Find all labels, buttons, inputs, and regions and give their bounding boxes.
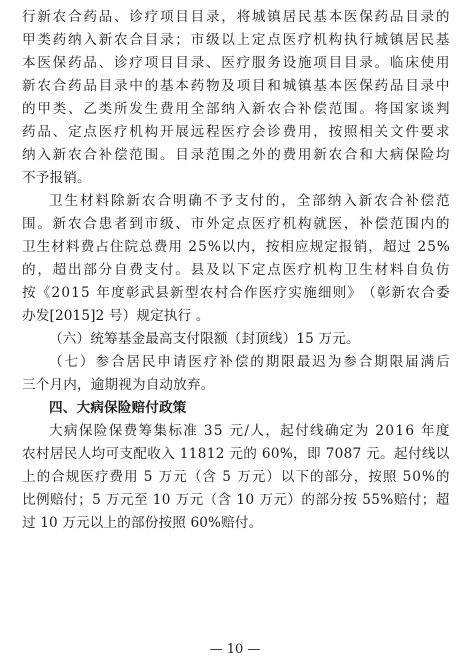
text-line: 大 病 保 险 保 费 筹 集 标 准 3 5 元 / 人 ， 起 付 线 确 定 为 2 0 1 6 年 度 <box>49 423 450 439</box>
text-line: 围 。 新 农 合 患 者 到 市 级 、 市 外 定 点 医 疗 机 构 就 医 ， 补 偿 范 围 内 的 <box>22 216 450 232</box>
text-line: 比 例 赔 付 ； 5 万 元 至 1 0 万 元 （ 含 1 0 万 元 ） 的 部 分 按 5 5 % 赔 付 ； 超 <box>22 492 450 508</box>
text-line: 卫 生 材 料 除 新 农 合 明 确 不 予 支 付 的 ， 全 部 纳 入 新 农 合 补 偿 范 <box>49 193 450 209</box>
text-line: 纳 入 新 农 合 补 偿 范 围 。 目 录 范 围 之 外 的 费 用 新 农 合 和 大 病 保 险 均 <box>22 147 450 163</box>
text-line: 行 新 农 合 药 品 、 诊 疗 项 目 目 录 ， 将 城 镇 居 民 基 本 医 保 药 品 目 录 的 <box>22 9 450 25</box>
text-line: （ 七 ） 参 合 居 民 申 请 医 疗 补 偿 的 期 限 最 迟 为 参 合 期 限 届 满 后 <box>49 354 450 370</box>
text-line: 的 甲 类 、 乙 类 所 发 生 费 用 全 部 纳 入 新 农 合 补 偿 范 围 。 将 国 家 谈 判 <box>22 101 450 117</box>
text-line: 不予报销。 <box>22 170 91 186</box>
text-line: 新 农 合 药 品 目 录 中 的 基 本 药 物 及 项 目 和 城 镇 基 本 医 保 药 品 目 录 中 <box>22 78 450 94</box>
text-line: 甲 类 药 纳 入 新 农 合 目 录 ； 市 级 以 上 定 点 医 疗 机 构 执 行 城 镇 居 民 基 <box>22 32 450 48</box>
text-line: （六）统筹基金最高支付限额（封顶线）15 万元。 <box>49 331 360 347</box>
text-line: 农 村 居 民 人 均 可 支 配 收 入 1 1 8 1 2 元 的 6 0 % ， 即 7 0 8 7 元 。 起 付 线 以 <box>22 446 450 462</box>
text-line: 卫 生 材 料 费 占 住 院 总 费 用 2 5 % 以 内 ， 按 相 应 规 定 报 销 ， 超 过 2 5 % <box>22 239 450 255</box>
section-heading: 四、大病保险赔付政策 <box>49 400 187 416</box>
text-line: 的 ， 超 出 部 分 自 费 支 付 。 县 及 以 下 定 点 医 疗 机 构 卫 生 材 料 自 负 仿 <box>22 262 450 278</box>
page-number: — 10 — <box>209 642 261 657</box>
text-line: 三个月内，逾期视为自动放弃。 <box>22 377 215 393</box>
text-line: 过 10 万元以上的部份按照 60%赔付。 <box>22 515 263 531</box>
text-line: 本 医 保 药 品 、 诊 疗 项 目 目 录 、 医 疗 服 务 设 施 项 目 目 录 。 临 床 使 用 <box>22 55 450 71</box>
text-line: 上 的 合 规 医 疗 费 用 5 万 元 （ 含 5 万 元 ） 以 下 的 部 分 ， 按 照 5 0 % 的 <box>22 469 450 485</box>
text-line: 办发[2015]2 号）规定执行 。 <box>22 308 210 324</box>
document-body <box>22 6 450 535</box>
text-line: 药 品 、 定 点 医 疗 机 构 开 展 远 程 医 疗 会 诊 费 用 ， 按 照 相 关 文 件 要 求 <box>22 124 450 140</box>
text-line: 按 《 2 0 1 5 年 度 彰 武 县 新 型 农 村 合 作 医 疗 实 施 细 则 》 （ 彰 新 农 合 委 <box>22 285 450 301</box>
